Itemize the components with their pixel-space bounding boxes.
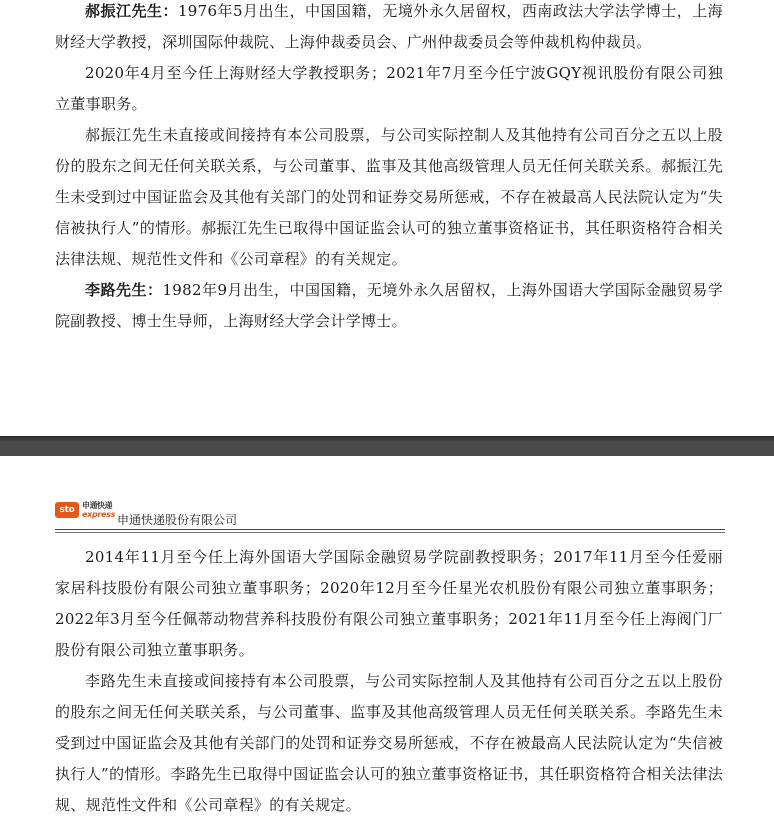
paragraph-hao-statement: 郝振江先生未直接或间接持有本公司股票，与公司实际控制人及其他持有公司百分之五以上股份的股东之间无任何关联关系，与公司董事、监事及其他高级管理人员无任何关联关系。郝振江先生未受到过中国证监会及其他有关部门的处罚和证券交易所惩戒，不存在被最高人民法院认定为“失信被执行人”的情形。郝振江先生已取得中国证监会认可的独立董事资格证书，其任职资格符合相关法律法规、规范性文件和《公司章程》的有关规定。 [55, 126, 723, 268]
header-divider [55, 529, 725, 530]
li-name-label: 李路先生： [85, 281, 163, 299]
paragraph-li-positions: 2014年11月至今任上海外国语大学国际金融贸易学院副教授职务；2017年11月至今任爱丽家居科技股份有限公司独立董事职务；2020年12月至今任星光农机股份有限公司独立董事职务；2022年3月至今任佩蒂动物营养科技股份有限公司独立董事职务；2021年11月至今任上海阀门厂股份有限公司独立董事职务。 [55, 548, 723, 659]
header-company-name: 申通快递股份有限公司 [117, 513, 238, 527]
paragraph-hao-positions: 2020年4月至今任上海财经大学教授职务；2021年7月至今任宁波GQY视讯股份有限公司独立董事职务。 [55, 64, 723, 113]
page-header [55, 498, 725, 534]
li-bio-text: 1982年9月出生，中国国籍，无境外永久居留权，上海外国语大学国际金融贸易学院副教授、博士生导师，上海财经大学会计学博士。 [55, 281, 723, 330]
paragraph-li-bio [55, 275, 723, 337]
header-divider-thin [55, 532, 725, 533]
page-top-content [55, 0, 723, 337]
logo-english-text: express [82, 510, 116, 519]
paragraph-li-statement: 李路先生未直接或间接持有本公司股票，与公司实际控制人及其他持有公司百分之五以上股份的股东之间无任何关联关系，与公司董事、监事及其他高级管理人员无任何关联关系。李路先生未受到过中国证监会及其他有关部门的处罚和证券交易所惩戒，不存在被最高人民法院认定为“失信被执行人”的情形。李路先生已取得中国证监会认可的独立董事资格证书，其任职资格符合相关法律法规、规范性文件和《公司章程》的有关规定。 [55, 672, 723, 814]
hao-name-label: 郝振江先生： [85, 2, 178, 20]
sto-logo-icon: sto [55, 502, 79, 518]
page-separator-shadow [0, 436, 774, 442]
page-bottom-content [55, 542, 723, 821]
document-page-bottom [0, 456, 774, 819]
hao-bio-text: 1976年5月出生，中国国籍，无境外永久居留权，西南政法大学法学博士，上海财经大学教授，深圳国际仲裁院、上海仲裁委员会、广州仲裁委员会等仲裁机构仲裁员。 [55, 2, 723, 51]
paragraph-hao-bio [55, 0, 723, 58]
logo-chinese-text: 申通快递 [82, 501, 112, 510]
